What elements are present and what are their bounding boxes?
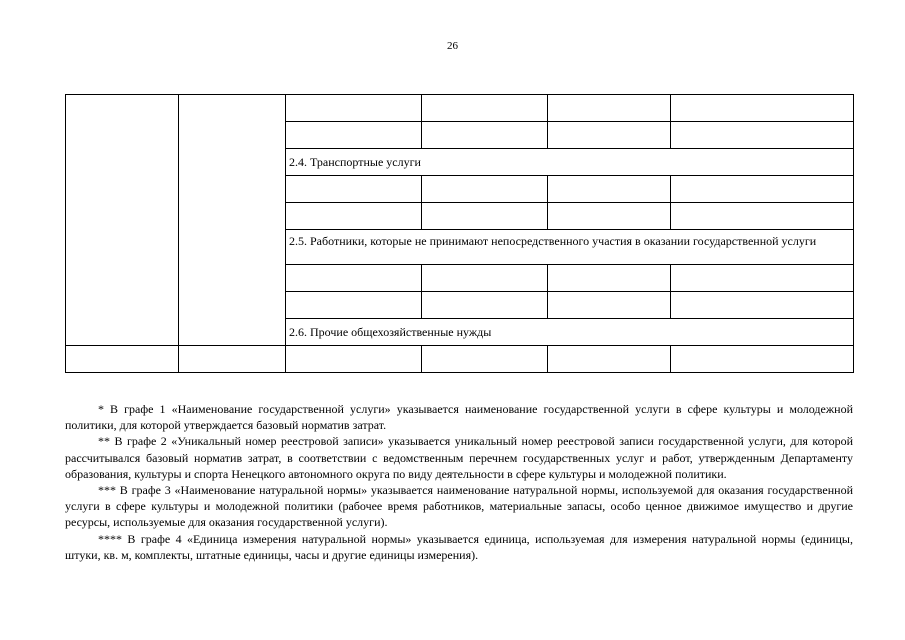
table-cell bbox=[671, 203, 854, 230]
table-cell bbox=[548, 203, 671, 230]
footnote-1: * В графе 1 «Наименование государственной услуги» указывается наименование государственной услуги в сфере культуры и молодежной политики, для которой утверждается базовый норматив затрат. bbox=[65, 402, 853, 433]
section-label-other-needs: 2.6. Прочие общехозяйственные нужды bbox=[286, 319, 854, 346]
table-cell bbox=[671, 265, 854, 292]
table-cell bbox=[671, 95, 854, 122]
table-cell bbox=[548, 346, 671, 373]
registry-number-cell bbox=[179, 95, 286, 346]
table-cell bbox=[179, 346, 286, 373]
table-row bbox=[66, 95, 854, 122]
table-cell bbox=[548, 122, 671, 149]
table-cell bbox=[286, 95, 422, 122]
table-cell bbox=[422, 122, 548, 149]
table-row bbox=[66, 346, 854, 373]
table-cell bbox=[286, 176, 422, 203]
section-label-indirect-staff: 2.5. Работники, которые не принимают непосредственного участия в оказании государственной услуги bbox=[286, 230, 854, 265]
table-cell bbox=[548, 292, 671, 319]
table-cell bbox=[286, 203, 422, 230]
table-cell bbox=[671, 292, 854, 319]
footnote-2: ** В графе 2 «Уникальный номер реестровой записи» указывается уникальный номер реестровой записи государственной услуги, для которой рассчитывался базовый норматив затрат, в соответствии с ведомственным перечнем государственных услуг и работ, утвержденным Департаменту образования, культуры и спорта Ненецкого автономного округа по виду деятельности в сфере культуры и молодежной политики. bbox=[65, 434, 853, 481]
table-cell bbox=[422, 95, 548, 122]
footnote-4: **** В графе 4 «Единица измерения натуральной нормы» указывается единица, используемая для измерения натуральной нормы (единицы, штуки, кв. м, комплекты, штатные единицы, часы и другие единицы измерения). bbox=[65, 531, 853, 562]
table-cell bbox=[548, 265, 671, 292]
table-cell bbox=[286, 265, 422, 292]
table-cell bbox=[286, 346, 422, 373]
table-cell bbox=[548, 95, 671, 122]
page-number: 26 bbox=[447, 40, 458, 52]
section-label-transport: 2.4. Транспортные услуги bbox=[286, 149, 854, 176]
footnote-3: *** В графе 3 «Наименование натуральной нормы» указывается наименование натуральной нормы, используемой для оказания государственной услуги в сфере культуры и молодежной политики (рабочее время работников, материальные запасы, особо ценное движимое имущество и другие ресурсы, используемые для оказания государственной услуги). bbox=[65, 483, 853, 530]
table-cell bbox=[671, 122, 854, 149]
table-cell bbox=[548, 176, 671, 203]
table-cell bbox=[422, 346, 548, 373]
table-cell bbox=[671, 346, 854, 373]
table-cell bbox=[422, 176, 548, 203]
table-cell bbox=[671, 176, 854, 203]
norms-table bbox=[65, 94, 854, 373]
table-cell bbox=[66, 346, 179, 373]
table-cell bbox=[286, 292, 422, 319]
service-name-cell bbox=[66, 95, 179, 346]
footnotes bbox=[65, 401, 853, 563]
table-cell bbox=[422, 265, 548, 292]
table-cell bbox=[422, 292, 548, 319]
table-cell bbox=[286, 122, 422, 149]
table-cell bbox=[422, 203, 548, 230]
